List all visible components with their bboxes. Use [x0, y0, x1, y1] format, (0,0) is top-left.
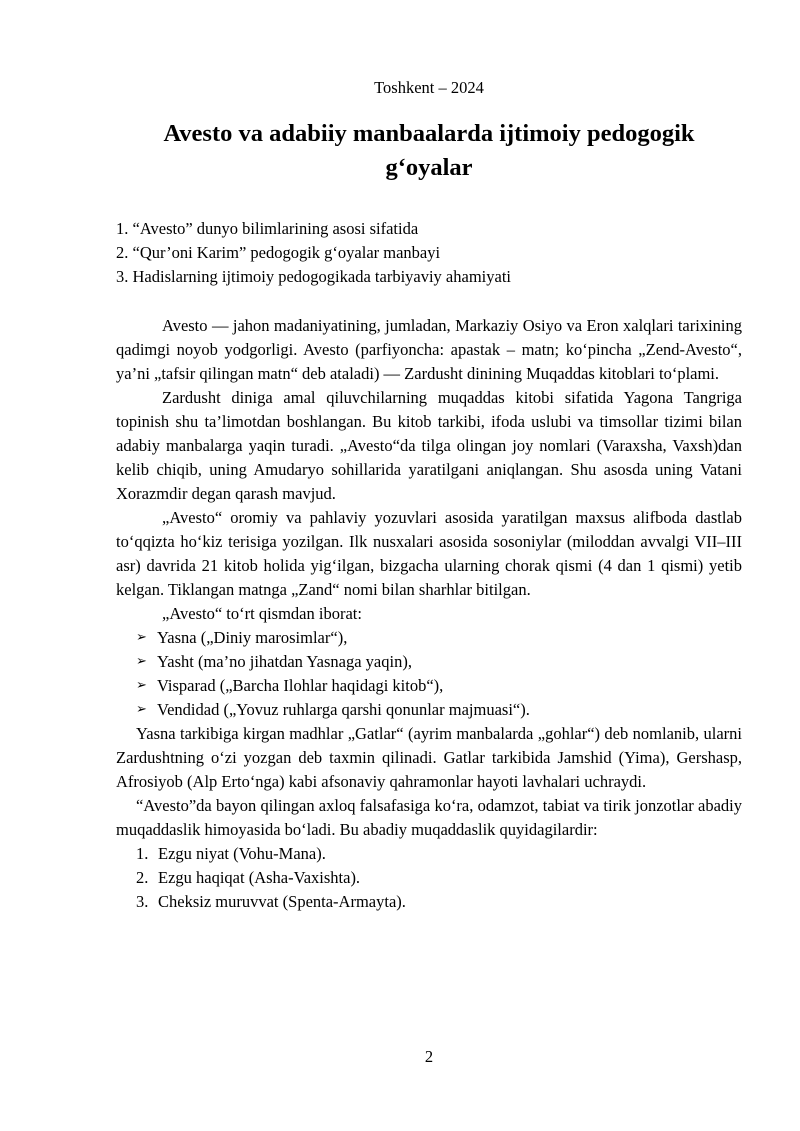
city-year: Toshkent – 2024 — [374, 78, 484, 97]
paragraph-alphabet: „Avesto“ oromiy va pahlaviy yozuvlari asosida yaratilgan maxsus alifboda dastlab to‘qqizta ho‘kiz terisiga yozilgan. Ilk nusxalari asosida sosoniylar (miloddan avvalgi VII–III asr) davrida 21 kitob holida yig‘ilgan, bizgacha ularning chorak qismi (4 dan 1 qismi) yetib kelgan. Tiklangan matnga „Zand“ nomi bilan sharhlar bitilgan. — [116, 508, 742, 599]
principles-list — [116, 842, 742, 914]
paragraph-gatlar: Yasna tarkibiga kirgan madhlar „Gatlar“ (ayrim manbalarda „gohlar“) deb nomlanib, ularni Zardushtning o‘zi yozgan deb taxmin qilinadi. Gatlar tarkibida Jamshid (Yima), Gershasp, Afrosiyob (Alp Erto‘nga) kabi afsonaviy qahramonlar hayoti lavhalari uchraydi. — [116, 724, 742, 791]
list-item: 2. Ezgu haqiqat (Asha-Vaxishta). — [136, 868, 361, 887]
title-line-2: g‘oyalar — [385, 154, 473, 181]
paragraph-ethics: “Avesto”da bayon qilingan axloq falsafasiga ko‘ra, odamzot, tabiat va tirik jonzotlar abadiy muqaddaslik himoyasida bo‘ladi. Bu abadiy muqaddaslik quyidagilardir: — [116, 796, 742, 839]
arrow-bullet-icon: ➢ — [136, 630, 147, 645]
body-text — [116, 314, 742, 914]
document-title — [60, 117, 798, 185]
title-line-1: Avesto va adabiiy manbaalarda ijtimoiy pedogogik — [163, 120, 695, 147]
list-item: ➢ Visparad („Barcha Ilohlar haqidagi kitob“), — [136, 674, 762, 698]
avesto-parts-list — [116, 626, 742, 722]
arrow-bullet-icon: ➢ — [136, 678, 147, 693]
toc-item: 1. “Avesto” dunyo bilimlarining asosi sifatida — [116, 219, 419, 238]
page-number: 2 — [424, 1047, 434, 1066]
list-item: 3. Cheksiz muruvvat (Spenta-Armayta). — [136, 892, 406, 911]
arrow-bullet-icon: ➢ — [136, 702, 147, 717]
list-item: ➢ Yasna („Diniy marosimlar“), — [136, 626, 762, 650]
paragraph-avesto-intro: Avesto — jahon madaniyatining, jumladan, Markaziy Osiyo va Eron xalqlari tarixining qadimgi noyob yodgorligi. Avesto (parfiyoncha: apastak – matn; ko‘pincha „Zend-Avesto“, ya’ni „tafsir qilingan matn“ deb ataladi) — Zardusht dinining Muqaddas kitoblari to‘plami. — [116, 316, 742, 383]
toc-item: 3. Hadislarning ijtimoiy pedogogikada tarbiyaviy ahamiyati — [116, 267, 511, 286]
arrow-bullet-icon: ➢ — [136, 654, 147, 669]
table-of-contents — [116, 217, 511, 289]
paragraph-zardusht: Zardusht diniga amal qiluvchilarning muqaddas kitobi sifatida Yagona Tangriga topinish shu ta’limotdan boshlangan. Bu kitob tarkibi, ifoda uslubi va timsollar tizimi bilan adabiy manbalarga yaqin turadi. „Avesto“da tilga olingan joy nomlari (Varaxsha, Vaxsh)dan kelib chiqib, uning Amudaryo sohillarida yaratilgani aniqlangan. Shu asosda uning Vatani Xorazmdir degan qarash mavjud. — [116, 388, 742, 503]
list-item: 1. Ezgu niyat (Vohu-Mana). — [136, 844, 326, 863]
toc-item: 2. “Qur’oni Karim” pedogogik g‘oyalar manbayi — [116, 243, 441, 262]
paragraph-parts-intro: „Avesto“ to‘rt qismdan iborat: — [162, 604, 362, 623]
list-item: ➢ Vendidad („Yovuz ruhlarga qarshi qonunlar majmuasi“). — [136, 698, 762, 722]
list-item: ➢ Yasht (ma’no jihatdan Yasnaga yaqin), — [136, 650, 762, 674]
